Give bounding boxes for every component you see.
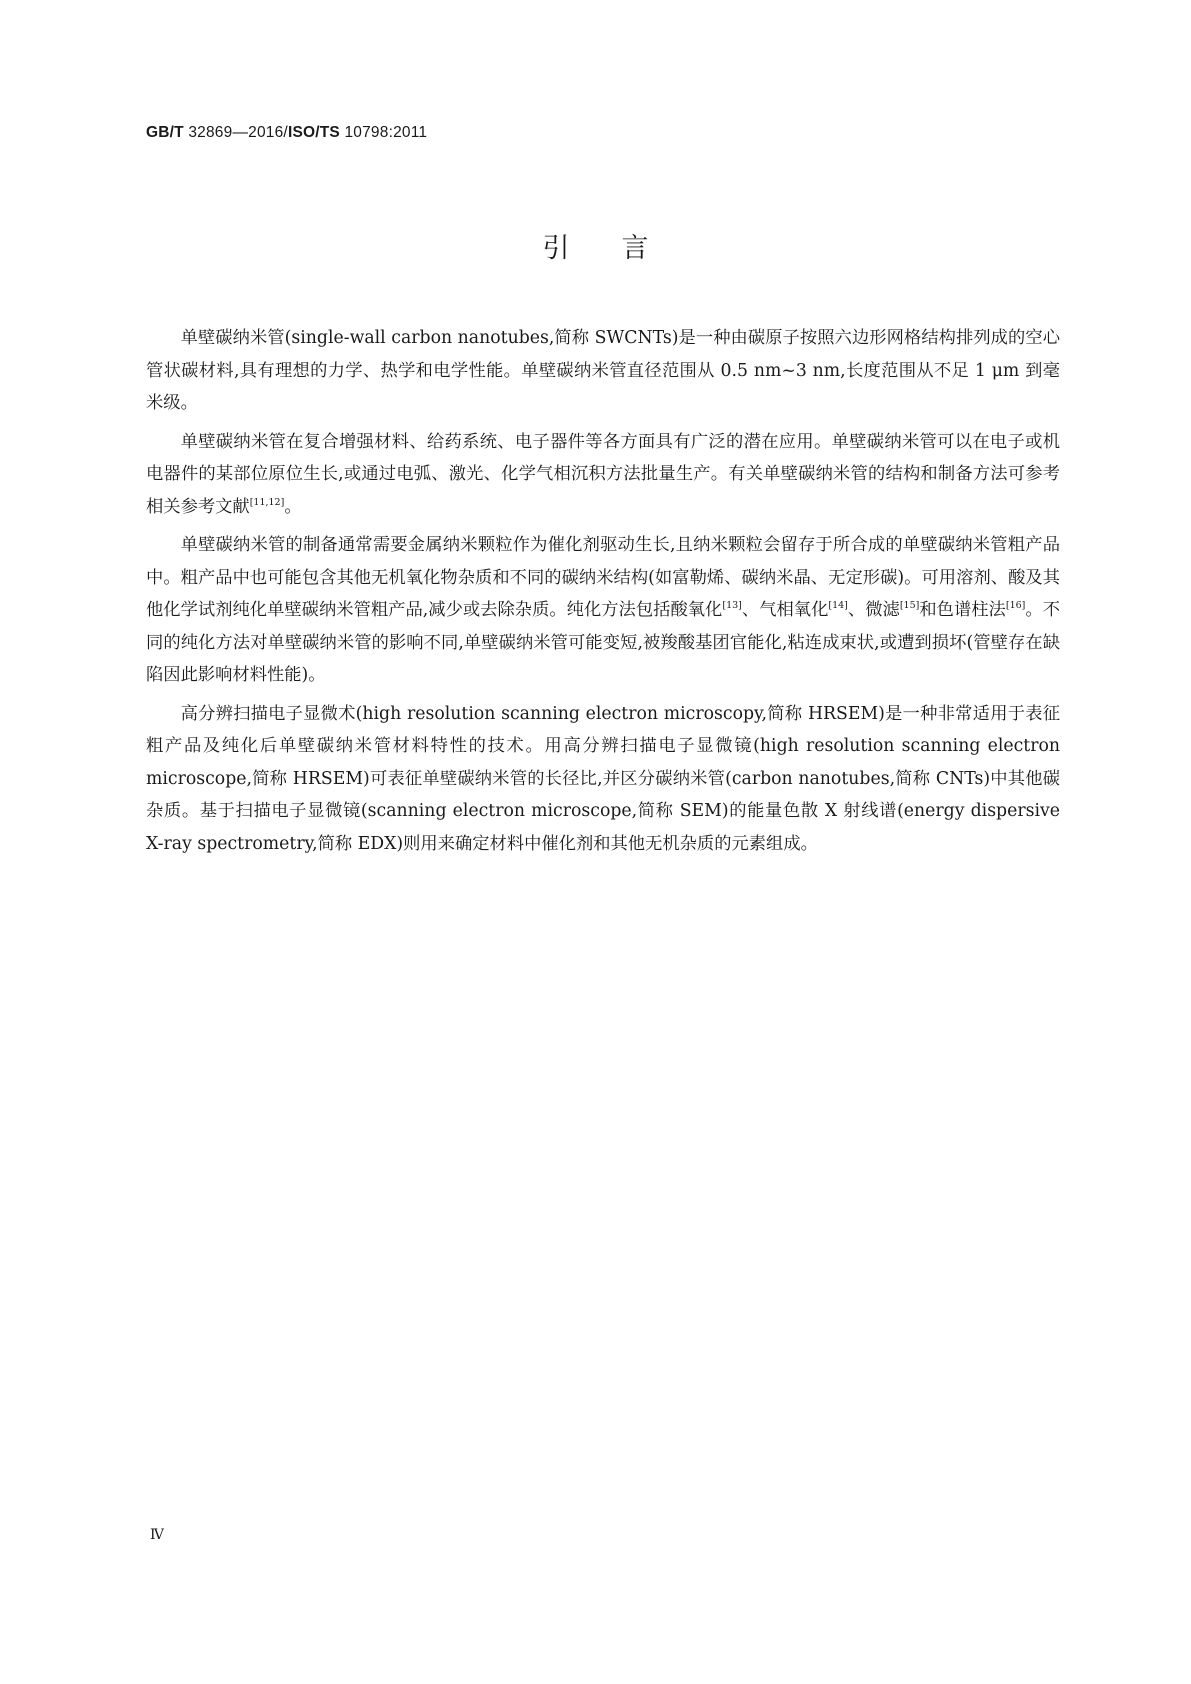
std-gb-number: 32869—2016/ xyxy=(188,124,288,141)
reference-mark: [13] xyxy=(722,600,742,611)
paragraph-3-text: 、微滤 xyxy=(847,600,900,620)
paragraph-3 xyxy=(146,529,1060,692)
paragraph-3-text: 、气相氧化 xyxy=(741,600,829,620)
std-iso-number: 10798:2011 xyxy=(344,124,428,141)
body-text xyxy=(146,322,1060,866)
page-number: Ⅳ xyxy=(150,1528,163,1543)
reference-mark: [16] xyxy=(1005,600,1026,611)
paragraph-2 xyxy=(146,426,1060,524)
paragraph-3-text: 。不同的纯化方法对单壁碳纳米管的影响不同,单壁碳纳米管可能变短,被羧酸基团官能化,粘连成束状,或遭到损坏(管壁存在缺陷因此影响材料性能)。 xyxy=(146,600,1060,685)
page-title: 引言 xyxy=(542,233,701,264)
std-iso-label: ISO/TS xyxy=(287,124,340,141)
paragraph-2-text: 单壁碳纳米管在复合增强材料、给药系统、电子器件等各方面具有广泛的潜在应用。单壁碳纳米管可以在电子或机电器件的某部位原位生长,或通过电弧、激光、化学气相沉积方法批量生产。有关单壁碳纳米管的结构和制备方法可参考相关参考文献 xyxy=(146,431,1060,517)
paragraph-1: 单壁碳纳米管(single-wall carbon nanotubes,简称 SWCNTs)是一种由碳原子按照六边形网格结构排列成的空心管状碳材料,具有理想的力学、热学和电学性能。单壁碳纳米管直径范围从 0.5 nm~3 nm,长度范围从不足 1 μm 到毫米级。 xyxy=(146,328,1060,413)
reference-mark: [15] xyxy=(899,600,920,611)
paragraph-3-text: 和色谱柱法 xyxy=(919,600,1006,620)
reference-mark: [11,12] xyxy=(249,496,285,508)
std-gb-label: GB/T xyxy=(146,124,184,141)
standard-number xyxy=(146,124,427,142)
paragraph-3-text: 单壁碳纳米管的制备通常需要金属纳米颗粒作为催化剂驱动生长,且纳米颗粒会留存于所合成的单壁碳纳米管粗产品中。粗产品中也可能包含其他无机氧化物杂质和不同的碳纳米结构(如富勒烯、碳纳米晶、无定形碳)。可用溶剂、酸及其他化学试剂纯化单壁碳纳米管粗产品,减少或去除杂质。纯化方法包括酸氧化 xyxy=(146,535,1060,620)
paragraph-2-end: 。 xyxy=(284,496,302,517)
paragraph-4: 高分辨扫描电子显微术(high resolution scanning electron microscopy,简称 HRSEM)是一种非常适用于表征粗产品及纯化后单壁碳纳米管材料特性的技术。用高分辨扫描电子显微镜(high resolution scanning electron microscope,简称 HRSEM)可表征单壁碳纳米管的长径比,并区分碳纳米管(carbon nanotubes,简称 CNTs)中其他碳杂质。基于扫描电子显微镜(scanning electron microscope,简称 SEM)的能量色散 X 射线谱(energy dispersive X-ray spectrometry,简称 EDX)则用来确定材料中催化剂和其他无机杂质的元素组成。 xyxy=(146,703,1060,854)
reference-mark: [14] xyxy=(828,600,848,611)
